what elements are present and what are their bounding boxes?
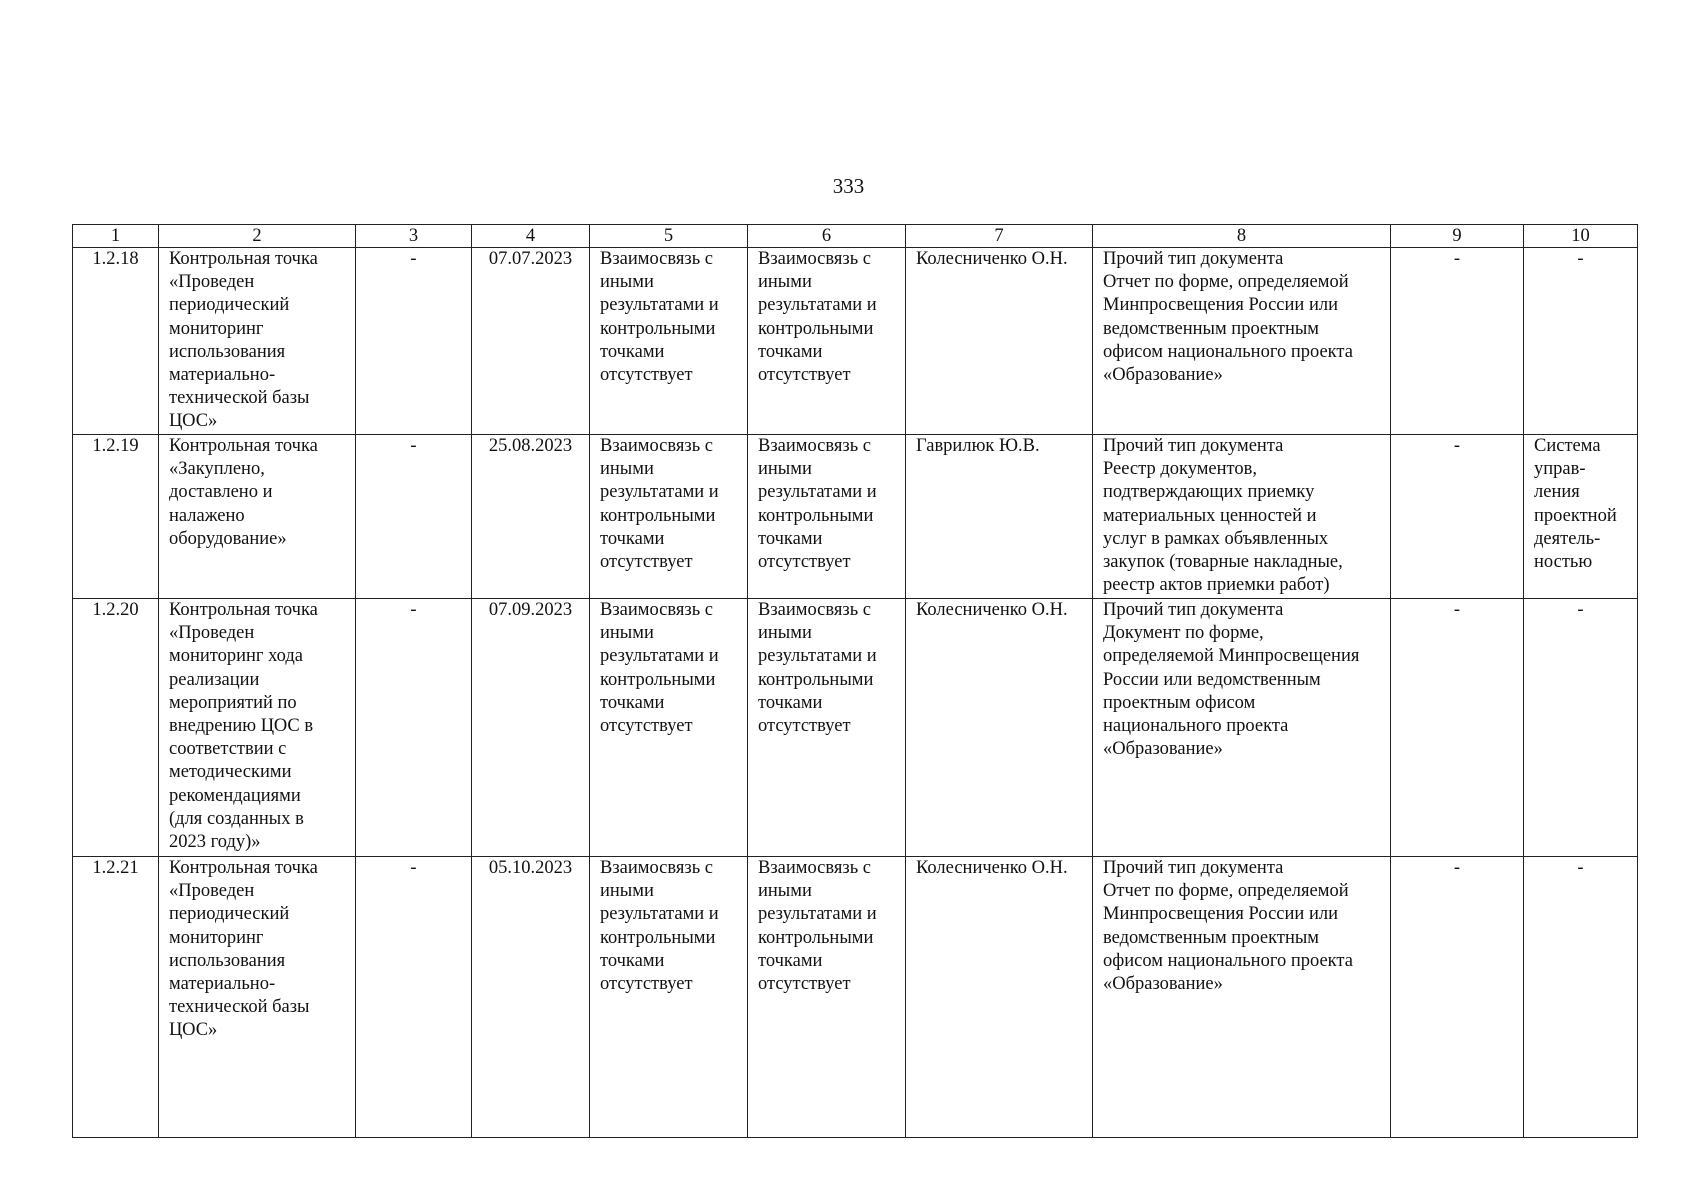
column-header-1: 1	[73, 225, 159, 248]
text-line: Прочий тип документа	[1103, 858, 1284, 878]
text-line: Прочий тип документа	[1103, 436, 1284, 456]
text-line: соответствии с	[169, 739, 287, 760]
text-line: закупок (товарные накладные,	[1103, 552, 1343, 573]
text-line: Взаимосвязь с	[758, 436, 871, 456]
text-line: Контрольная точка	[169, 858, 318, 878]
column-9-value: -	[1391, 435, 1524, 599]
text-line: иными	[758, 623, 812, 644]
text-line: Контрольная точка	[169, 600, 318, 620]
document-type	[1093, 435, 1391, 599]
text-line: Минпросвещения России или	[1103, 295, 1338, 316]
text-line: «Образование»	[1103, 974, 1223, 995]
text-line: услуг в рамках объявленных	[1103, 528, 1329, 549]
text-line: иными	[600, 623, 654, 644]
column-header-2: 2	[159, 225, 356, 248]
column-3-value: -	[356, 435, 472, 599]
text-line: точками	[758, 950, 823, 971]
text-line: точками	[600, 341, 665, 362]
text-line: Взаимосвязь с	[758, 249, 871, 269]
text-line: отсутствует	[600, 716, 693, 737]
text-line: проектным офисом	[1103, 692, 1256, 713]
column-number-row	[73, 225, 1638, 248]
relationship-results	[590, 248, 748, 435]
column-header-4: 4	[472, 225, 590, 248]
text-line: 2023 году)»	[169, 832, 261, 853]
text-line: ЦОС»	[169, 411, 218, 432]
document-type	[1093, 248, 1391, 435]
control-point-name	[159, 599, 356, 857]
text-line: контрольными	[600, 669, 716, 690]
text-line: Контрольная точка	[169, 436, 318, 456]
text-line: иными	[600, 459, 654, 480]
text-line: «Закуплено,	[169, 459, 265, 480]
text-line: мониторинг	[169, 927, 264, 948]
text-line: Взаимосвязь с	[600, 600, 713, 620]
column-header-6: 6	[748, 225, 906, 248]
text-line: иными	[758, 881, 812, 902]
text-line: мониторинг хода	[169, 646, 303, 667]
text-line: оборудование»	[169, 528, 287, 549]
deadline-date: 07.07.2023	[472, 248, 590, 435]
control-point-name	[159, 857, 356, 1138]
text-line: контрольными	[758, 669, 874, 690]
text-line: результатами и	[758, 482, 877, 503]
relationship-control-points	[748, 599, 906, 857]
text-line: Минпросвещения России или	[1103, 904, 1338, 925]
text-line: технической базы	[169, 388, 310, 409]
column-3-value: -	[356, 599, 472, 857]
responsible-person: Гаврилюк Ю.В.	[906, 435, 1093, 599]
text-line: периодический	[169, 904, 290, 925]
document-type	[1093, 857, 1391, 1138]
relationship-results	[590, 857, 748, 1138]
relationship-results	[590, 435, 748, 599]
column-3-value: -	[356, 248, 472, 435]
row-number: 1.2.20	[73, 599, 159, 857]
text-line: доставлено и	[169, 482, 273, 503]
text-line: точками	[600, 692, 665, 713]
text-line: периодический	[169, 295, 290, 316]
relationship-control-points	[748, 857, 906, 1138]
text-line: Прочий тип документа	[1103, 600, 1284, 620]
text-line: методическими	[169, 762, 292, 783]
text-line: «Проведен	[169, 881, 255, 902]
text-line: контрольными	[600, 318, 716, 339]
relationship-control-points	[748, 435, 906, 599]
relationship-control-points	[748, 248, 906, 435]
text-line: «Проведен	[169, 272, 255, 293]
text-line: результатами и	[758, 646, 877, 667]
text-line: контрольными	[758, 927, 874, 948]
column-10-value: -	[1524, 248, 1638, 435]
column-10-value	[1524, 435, 1638, 599]
text-line: контрольными	[758, 505, 874, 526]
column-9-value: -	[1391, 248, 1524, 435]
text-line: мониторинг	[169, 318, 264, 339]
text-line: отсутствует	[758, 552, 851, 573]
text-line: ведомственным проектным	[1103, 927, 1320, 948]
text-line: рекомендациями	[169, 785, 301, 806]
column-9-value: -	[1391, 599, 1524, 857]
text-line: результатами и	[600, 482, 719, 503]
page-number: 333	[832, 174, 865, 198]
text-line: Отчет по форме, определяемой	[1103, 881, 1349, 902]
document-type	[1093, 599, 1391, 857]
text-line: отсутствует	[600, 365, 693, 386]
column-10-value: -	[1524, 599, 1638, 857]
text-line: отсутствует	[758, 716, 851, 737]
text-line: проектной	[1534, 505, 1617, 526]
column-10-value: -	[1524, 857, 1638, 1138]
text-line: определяемой Минпросвещения	[1103, 646, 1360, 667]
text-line: Взаимосвязь с	[600, 858, 713, 878]
table-row	[73, 599, 1638, 857]
text-line: Взаимосвязь с	[600, 436, 713, 456]
text-line: реестр актов приемки работ)	[1103, 575, 1330, 596]
text-line: «Проведен	[169, 623, 255, 644]
text-line: отсутствует	[600, 974, 693, 995]
text-line: материально-	[169, 974, 276, 995]
text-line: результатами и	[600, 904, 719, 925]
text-line: деятель-	[1534, 528, 1601, 549]
text-line: офисом национального проекта	[1103, 950, 1353, 971]
text-line: мероприятий по	[169, 692, 297, 713]
text-line: точками	[758, 341, 823, 362]
text-line: иными	[600, 272, 654, 293]
text-line: налажено	[169, 505, 245, 526]
text-line: ностью	[1534, 552, 1593, 573]
text-line: управ-	[1534, 459, 1586, 480]
text-line: Документ по форме,	[1103, 623, 1264, 644]
text-line: (для созданных в	[169, 808, 304, 829]
text-line: материальных ценностей и	[1103, 505, 1317, 526]
text-line: офисом национального проекта	[1103, 341, 1353, 362]
text-line: Отчет по форме, определяемой	[1103, 272, 1349, 293]
text-line: результатами и	[758, 295, 877, 316]
column-header-3: 3	[356, 225, 472, 248]
text-line: использования	[169, 341, 286, 362]
text-line: материально-	[169, 365, 276, 386]
row-number: 1.2.21	[73, 857, 159, 1138]
text-line: отсутствует	[600, 552, 693, 573]
column-9-value: -	[1391, 857, 1524, 1138]
control-point-name	[159, 435, 356, 599]
text-line: точками	[758, 692, 823, 713]
text-line: точками	[600, 950, 665, 971]
text-line: Взаимосвязь с	[758, 858, 871, 878]
text-line: отсутствует	[758, 365, 851, 386]
text-line: ления	[1534, 482, 1580, 503]
column-header-8: 8	[1093, 225, 1391, 248]
text-line: «Образование»	[1103, 739, 1223, 760]
text-line: контрольными	[600, 927, 716, 948]
text-line: Реестр документов,	[1103, 459, 1257, 480]
row-number: 1.2.19	[73, 435, 159, 599]
deadline-date: 05.10.2023	[472, 857, 590, 1138]
column-header-5: 5	[590, 225, 748, 248]
text-line: использования	[169, 950, 286, 971]
control-point-name	[159, 248, 356, 435]
text-line: ЦОС»	[169, 1020, 218, 1041]
responsible-person: Колесниченко О.Н.	[906, 599, 1093, 857]
responsible-person: Колесниченко О.Н.	[906, 248, 1093, 435]
text-line: Взаимосвязь с	[600, 249, 713, 269]
text-line: контрольными	[758, 318, 874, 339]
text-line: иными	[758, 272, 812, 293]
text-line: Система	[1534, 436, 1601, 456]
text-line: России или ведомственным	[1103, 669, 1321, 690]
text-line: внедрению ЦОС в	[169, 716, 314, 737]
table-row	[73, 248, 1638, 435]
row-number: 1.2.18	[73, 248, 159, 435]
text-line: иными	[758, 459, 812, 480]
table-row	[73, 435, 1638, 599]
text-line: ведомственным проектным	[1103, 318, 1320, 339]
text-line: контрольными	[600, 505, 716, 526]
text-line: результатами и	[600, 646, 719, 667]
text-line: реализации	[169, 669, 260, 690]
text-line: Прочий тип документа	[1103, 249, 1284, 269]
control-points-table	[72, 224, 1638, 1138]
column-header-9: 9	[1391, 225, 1524, 248]
text-line: технической базы	[169, 997, 310, 1018]
deadline-date: 25.08.2023	[472, 435, 590, 599]
text-line: подтверждающих приемку	[1103, 482, 1315, 503]
deadline-date: 07.09.2023	[472, 599, 590, 857]
text-line: Взаимосвязь с	[758, 600, 871, 620]
table-row	[73, 857, 1638, 1138]
text-line: результатами и	[758, 904, 877, 925]
text-line: результатами и	[600, 295, 719, 316]
text-line: иными	[600, 881, 654, 902]
text-line: национального проекта	[1103, 716, 1289, 737]
text-line: Контрольная точка	[169, 249, 318, 269]
relationship-results	[590, 599, 748, 857]
text-line: отсутствует	[758, 974, 851, 995]
responsible-person: Колесниченко О.Н.	[906, 857, 1093, 1138]
column-header-10: 10	[1524, 225, 1638, 248]
column-3-value: -	[356, 857, 472, 1138]
text-line: «Образование»	[1103, 365, 1223, 386]
text-line: точками	[758, 528, 823, 549]
text-line: точками	[600, 528, 665, 549]
column-header-7: 7	[906, 225, 1093, 248]
